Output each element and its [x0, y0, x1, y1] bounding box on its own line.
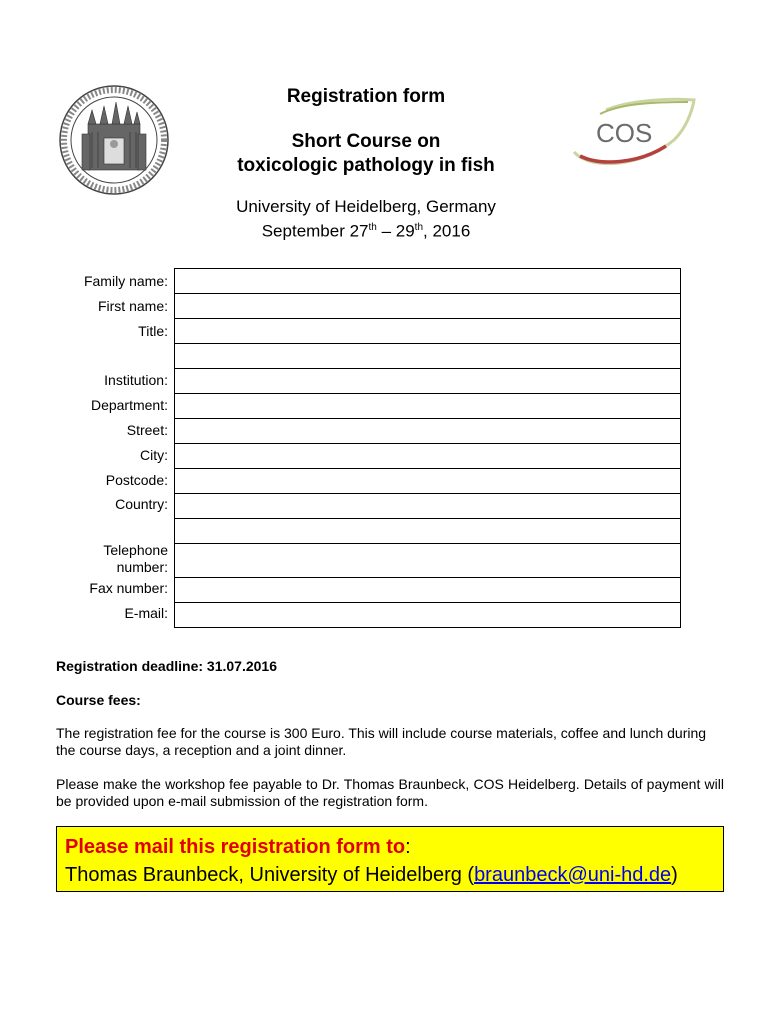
registration-deadline: Registration deadline: 31.07.2016 [56, 658, 277, 674]
email-field[interactable] [175, 603, 680, 628]
label-institution: Institution: [104, 372, 168, 388]
label-postcode: Postcode: [105, 472, 168, 488]
university-line: University of Heidelberg, Germany [236, 197, 496, 216]
svg-text:COS: COS [596, 118, 653, 148]
course-fees-heading: Course fees: [56, 692, 141, 708]
registration-form-fields [174, 268, 681, 628]
label-first-name: First name: [97, 298, 168, 314]
label-email: E-mail: [124, 605, 168, 621]
fees-paragraph: The registration fee for the course is 300 Euro. This will include course materials, coffee and lunch during the course days, a reception and a joint dinner. [56, 725, 707, 758]
telephone-field[interactable] [175, 544, 680, 578]
university-seal-image [58, 84, 170, 196]
extra-field-1[interactable] [175, 344, 680, 369]
course-title [190, 130, 542, 178]
label-telephone: Telephone number: [103, 542, 168, 575]
first-name-field[interactable] [175, 294, 680, 319]
email-link[interactable]: braunbeck@uni-hd.de [474, 864, 672, 886]
institution-field[interactable] [175, 369, 680, 394]
label-street: Street: [126, 422, 168, 438]
label-country: Country: [115, 496, 168, 512]
title-field[interactable] [175, 319, 680, 344]
mail-instruction-heading: Please mail this registration form to: [65, 836, 411, 858]
mail-recipient-line: Thomas Braunbeck, University of Heidelberg (braunbeck@uni-hd.de) [65, 864, 678, 886]
course-title-line2: toxicologic pathology in fish [237, 155, 495, 176]
mail-instructions-box [56, 826, 724, 892]
cos-logo-image [570, 96, 696, 168]
city-field[interactable] [175, 444, 680, 469]
family-name-field[interactable] [175, 269, 680, 294]
course-title-line1: Short Course on [291, 131, 441, 152]
label-family-name: Family name: [83, 273, 168, 289]
fax-number-field[interactable] [175, 578, 680, 603]
country-field[interactable] [175, 494, 680, 519]
label-fax-number: Fax number: [89, 580, 168, 596]
label-title: Title: [138, 323, 168, 339]
label-department: Department: [90, 397, 168, 413]
document-header [190, 86, 542, 242]
street-field[interactable] [175, 419, 680, 444]
label-city: City: [140, 447, 168, 463]
course-dates: September 27th – 29th, 2016 [261, 221, 471, 241]
postcode-field[interactable] [175, 469, 680, 494]
form-title: Registration form [286, 86, 446, 107]
payment-paragraph: Please make the workshop fee payable to Dr. Thomas Braunbeck, COS Heidelberg. Details of payment will be provided upon e-mail submission of the registration form. [56, 776, 724, 809]
extra-field-2[interactable] [175, 519, 680, 544]
department-field[interactable] [175, 394, 680, 419]
